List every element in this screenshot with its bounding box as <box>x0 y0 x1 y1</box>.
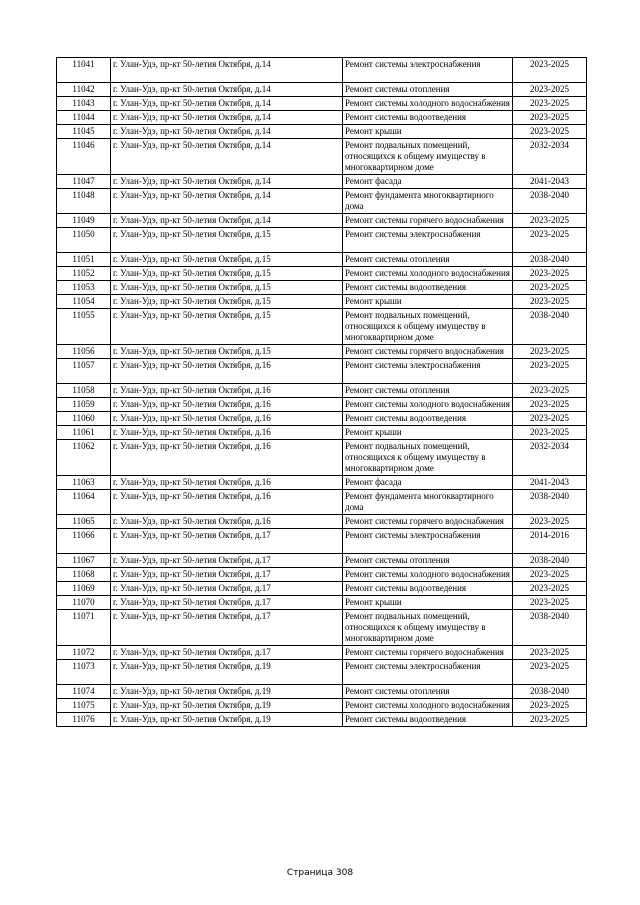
address-cell: г. Улан-Удэ, пр-кт 50-летия Октября, д.16 <box>111 440 343 476</box>
row-number-cell: 11054 <box>57 295 111 309</box>
work-type-cell: Ремонт подвальных помещений, относящихся к общему имуществу в многоквартирном доме <box>343 440 513 476</box>
period-cell: 2023-2025 <box>513 660 587 685</box>
address-cell: г. Улан-Удэ, пр-кт 50-летия Октября, д.17 <box>111 646 343 660</box>
table-row <box>57 253 587 267</box>
period-cell: 2041-2043 <box>513 476 587 490</box>
period-cell: 2038-2040 <box>513 189 587 214</box>
address-cell: г. Улан-Удэ, пр-кт 50-летия Октября, д.14 <box>111 175 343 189</box>
period-cell: 2023-2025 <box>513 295 587 309</box>
period-cell: 2023-2025 <box>513 83 587 97</box>
address-cell: г. Улан-Удэ, пр-кт 50-летия Октября, д.14 <box>111 189 343 214</box>
address-cell: г. Улан-Удэ, пр-кт 50-летия Октября, д.19 <box>111 713 343 727</box>
period-cell: 2023-2025 <box>513 713 587 727</box>
table-row <box>57 412 587 426</box>
address-cell: г. Улан-Удэ, пр-кт 50-летия Октября, д.17 <box>111 554 343 568</box>
row-number-cell: 11068 <box>57 568 111 582</box>
address-cell: г. Улан-Удэ, пр-кт 50-летия Октября, д.19 <box>111 685 343 699</box>
period-cell: 2023-2025 <box>513 97 587 111</box>
table-row <box>57 83 587 97</box>
row-number-cell: 11053 <box>57 281 111 295</box>
table-row <box>57 267 587 281</box>
period-cell: 2023-2025 <box>513 398 587 412</box>
row-number-cell: 11063 <box>57 476 111 490</box>
table-row <box>57 685 587 699</box>
period-cell: 2041-2043 <box>513 175 587 189</box>
table-row <box>57 139 587 175</box>
address-cell: г. Улан-Удэ, пр-кт 50-летия Октября, д.14 <box>111 83 343 97</box>
table-row <box>57 440 587 476</box>
work-type-cell: Ремонт системы холодного водоснабжения <box>343 568 513 582</box>
address-cell: г. Улан-Удэ, пр-кт 50-летия Октября, д.15 <box>111 345 343 359</box>
table-row <box>57 660 587 685</box>
period-cell: 2032-2034 <box>513 139 587 175</box>
table-row <box>57 398 587 412</box>
work-type-cell: Ремонт системы отопления <box>343 83 513 97</box>
table-row <box>57 189 587 214</box>
address-cell: г. Улан-Удэ, пр-кт 50-летия Октября, д.19 <box>111 699 343 713</box>
address-cell: г. Улан-Удэ, пр-кт 50-летия Октября, д.16 <box>111 359 343 384</box>
table-row <box>57 476 587 490</box>
table-row <box>57 490 587 515</box>
work-type-cell: Ремонт системы отопления <box>343 384 513 398</box>
table-row <box>57 582 587 596</box>
table-row <box>57 125 587 139</box>
address-cell: г. Улан-Удэ, пр-кт 50-летия Октября, д.17 <box>111 529 343 554</box>
address-cell: г. Улан-Удэ, пр-кт 50-летия Октября, д.14 <box>111 58 343 83</box>
work-type-cell: Ремонт системы холодного водоснабжения <box>343 398 513 412</box>
table-row <box>57 309 587 345</box>
work-type-cell: Ремонт крыши <box>343 596 513 610</box>
period-cell: 2023-2025 <box>513 596 587 610</box>
capital-repair-table <box>56 57 587 727</box>
period-cell: 2038-2040 <box>513 309 587 345</box>
address-cell: г. Улан-Удэ, пр-кт 50-летия Октября, д.16 <box>111 398 343 412</box>
row-number-cell: 11072 <box>57 646 111 660</box>
address-cell: г. Улан-Удэ, пр-кт 50-летия Октября, д.19 <box>111 660 343 685</box>
work-type-cell: Ремонт системы горячего водоснабжения <box>343 345 513 359</box>
address-cell: г. Улан-Удэ, пр-кт 50-летия Октября, д.16 <box>111 515 343 529</box>
row-number-cell: 11052 <box>57 267 111 281</box>
period-cell: 2023-2025 <box>513 412 587 426</box>
table-row <box>57 175 587 189</box>
period-cell: 2023-2025 <box>513 582 587 596</box>
row-number-cell: 11043 <box>57 97 111 111</box>
row-number-cell: 11046 <box>57 139 111 175</box>
work-type-cell: Ремонт системы водоотведения <box>343 582 513 596</box>
address-cell: г. Улан-Удэ, пр-кт 50-летия Октября, д.16 <box>111 490 343 515</box>
table-row <box>57 97 587 111</box>
row-number-cell: 11065 <box>57 515 111 529</box>
address-cell: г. Улан-Удэ, пр-кт 50-летия Октября, д.17 <box>111 596 343 610</box>
work-type-cell: Ремонт системы водоотведения <box>343 281 513 295</box>
work-type-cell: Ремонт системы горячего водоснабжения <box>343 515 513 529</box>
period-cell: 2038-2040 <box>513 610 587 646</box>
work-type-cell: Ремонт крыши <box>343 295 513 309</box>
row-number-cell: 11049 <box>57 214 111 228</box>
table-row <box>57 596 587 610</box>
table-row <box>57 515 587 529</box>
address-cell: г. Улан-Удэ, пр-кт 50-летия Октября, д.17 <box>111 568 343 582</box>
address-cell: г. Улан-Удэ, пр-кт 50-летия Октября, д.16 <box>111 412 343 426</box>
row-number-cell: 11048 <box>57 189 111 214</box>
address-cell: г. Улан-Удэ, пр-кт 50-летия Октября, д.15 <box>111 309 343 345</box>
table-row <box>57 529 587 554</box>
row-number-cell: 11045 <box>57 125 111 139</box>
work-type-cell: Ремонт системы отопления <box>343 253 513 267</box>
table-row <box>57 699 587 713</box>
table-row <box>57 426 587 440</box>
period-cell: 2023-2025 <box>513 125 587 139</box>
period-cell: 2023-2025 <box>513 515 587 529</box>
work-type-cell: Ремонт системы отопления <box>343 554 513 568</box>
work-type-cell: Ремонт подвальных помещений, относящихся к общему имуществу в многоквартирном доме <box>343 139 513 175</box>
work-type-cell: Ремонт фундамента многоквартирного дома <box>343 490 513 515</box>
row-number-cell: 11050 <box>57 228 111 253</box>
table-row <box>57 58 587 83</box>
row-number-cell: 11064 <box>57 490 111 515</box>
row-number-cell: 11041 <box>57 58 111 83</box>
table-row <box>57 345 587 359</box>
work-type-cell: Ремонт фасада <box>343 175 513 189</box>
address-cell: г. Улан-Удэ, пр-кт 50-летия Октября, д.15 <box>111 267 343 281</box>
table-row <box>57 359 587 384</box>
row-number-cell: 11051 <box>57 253 111 267</box>
row-number-cell: 11075 <box>57 699 111 713</box>
table-row <box>57 610 587 646</box>
work-type-cell: Ремонт фасада <box>343 476 513 490</box>
row-number-cell: 11069 <box>57 582 111 596</box>
period-cell: 2038-2040 <box>513 253 587 267</box>
period-cell: 2023-2025 <box>513 58 587 83</box>
table-body <box>57 58 587 727</box>
address-cell: г. Улан-Удэ, пр-кт 50-летия Октября, д.15 <box>111 295 343 309</box>
work-type-cell: Ремонт подвальных помещений, относящихся к общему имуществу в многоквартирном доме <box>343 309 513 345</box>
work-type-cell: Ремонт системы водоотведения <box>343 412 513 426</box>
address-cell: г. Улан-Удэ, пр-кт 50-летия Октября, д.15 <box>111 228 343 253</box>
table-row <box>57 646 587 660</box>
row-number-cell: 11055 <box>57 309 111 345</box>
address-cell: г. Улан-Удэ, пр-кт 50-летия Октября, д.17 <box>111 610 343 646</box>
work-type-cell: Ремонт системы водоотведения <box>343 713 513 727</box>
address-cell: г. Улан-Удэ, пр-кт 50-летия Октября, д.16 <box>111 426 343 440</box>
row-number-cell: 11067 <box>57 554 111 568</box>
row-number-cell: 11071 <box>57 610 111 646</box>
row-number-cell: 11057 <box>57 359 111 384</box>
address-cell: г. Улан-Удэ, пр-кт 50-летия Октября, д.14 <box>111 214 343 228</box>
row-number-cell: 11062 <box>57 440 111 476</box>
row-number-cell: 11070 <box>57 596 111 610</box>
work-type-cell: Ремонт системы электроснабжения <box>343 58 513 83</box>
period-cell: 2023-2025 <box>513 111 587 125</box>
row-number-cell: 11073 <box>57 660 111 685</box>
work-type-cell: Ремонт фундамента многоквартирного дома <box>343 189 513 214</box>
period-cell: 2023-2025 <box>513 359 587 384</box>
table-row <box>57 713 587 727</box>
row-number-cell: 11060 <box>57 412 111 426</box>
row-number-cell: 11042 <box>57 83 111 97</box>
work-type-cell: Ремонт системы холодного водоснабжения <box>343 97 513 111</box>
address-cell: г. Улан-Удэ, пр-кт 50-летия Октября, д.16 <box>111 476 343 490</box>
address-cell: г. Улан-Удэ, пр-кт 50-летия Октября, д.14 <box>111 139 343 175</box>
period-cell: 2023-2025 <box>513 267 587 281</box>
work-type-cell: Ремонт системы электроснабжения <box>343 529 513 554</box>
row-number-cell: 11061 <box>57 426 111 440</box>
table-row <box>57 228 587 253</box>
row-number-cell: 11056 <box>57 345 111 359</box>
address-cell: г. Улан-Удэ, пр-кт 50-летия Октября, д.14 <box>111 125 343 139</box>
period-cell: 2023-2025 <box>513 228 587 253</box>
period-cell: 2014-2016 <box>513 529 587 554</box>
row-number-cell: 11044 <box>57 111 111 125</box>
work-type-cell: Ремонт системы электроснабжения <box>343 660 513 685</box>
period-cell: 2023-2025 <box>513 214 587 228</box>
work-type-cell: Ремонт системы горячего водоснабжения <box>343 214 513 228</box>
period-cell: 2038-2040 <box>513 554 587 568</box>
work-type-cell: Ремонт системы электроснабжения <box>343 359 513 384</box>
period-cell: 2023-2025 <box>513 568 587 582</box>
row-number-cell: 11059 <box>57 398 111 412</box>
table-row <box>57 214 587 228</box>
period-cell: 2023-2025 <box>513 384 587 398</box>
row-number-cell: 11074 <box>57 685 111 699</box>
period-cell: 2038-2040 <box>513 490 587 515</box>
work-type-cell: Ремонт крыши <box>343 125 513 139</box>
work-type-cell: Ремонт крыши <box>343 426 513 440</box>
work-type-cell: Ремонт системы холодного водоснабжения <box>343 267 513 281</box>
work-type-cell: Ремонт системы электроснабжения <box>343 228 513 253</box>
row-number-cell: 11058 <box>57 384 111 398</box>
row-number-cell: 11066 <box>57 529 111 554</box>
row-number-cell: 11047 <box>57 175 111 189</box>
work-type-cell: Ремонт системы холодного водоснабжения <box>343 699 513 713</box>
table-row <box>57 281 587 295</box>
address-cell: г. Улан-Удэ, пр-кт 50-летия Октября, д.16 <box>111 384 343 398</box>
table-row <box>57 554 587 568</box>
period-cell: 2023-2025 <box>513 646 587 660</box>
period-cell: 2023-2025 <box>513 699 587 713</box>
table-row <box>57 295 587 309</box>
period-cell: 2023-2025 <box>513 426 587 440</box>
address-cell: г. Улан-Удэ, пр-кт 50-летия Октября, д.15 <box>111 281 343 295</box>
address-cell: г. Улан-Удэ, пр-кт 50-летия Октября, д.17 <box>111 582 343 596</box>
page-number: Страница 308 <box>286 868 354 878</box>
work-type-cell: Ремонт подвальных помещений, относящихся к общему имуществу в многоквартирном доме <box>343 610 513 646</box>
address-cell: г. Улан-Удэ, пр-кт 50-летия Октября, д.15 <box>111 253 343 267</box>
work-type-cell: Ремонт системы отопления <box>343 685 513 699</box>
period-cell: 2032-2034 <box>513 440 587 476</box>
period-cell: 2038-2040 <box>513 685 587 699</box>
address-cell: г. Улан-Удэ, пр-кт 50-летия Октября, д.14 <box>111 111 343 125</box>
table-row <box>57 384 587 398</box>
period-cell: 2023-2025 <box>513 281 587 295</box>
period-cell: 2023-2025 <box>513 345 587 359</box>
table-row <box>57 568 587 582</box>
work-type-cell: Ремонт системы водоотведения <box>343 111 513 125</box>
work-type-cell: Ремонт системы горячего водоснабжения <box>343 646 513 660</box>
table-row <box>57 111 587 125</box>
address-cell: г. Улан-Удэ, пр-кт 50-летия Октября, д.14 <box>111 97 343 111</box>
row-number-cell: 11076 <box>57 713 111 727</box>
